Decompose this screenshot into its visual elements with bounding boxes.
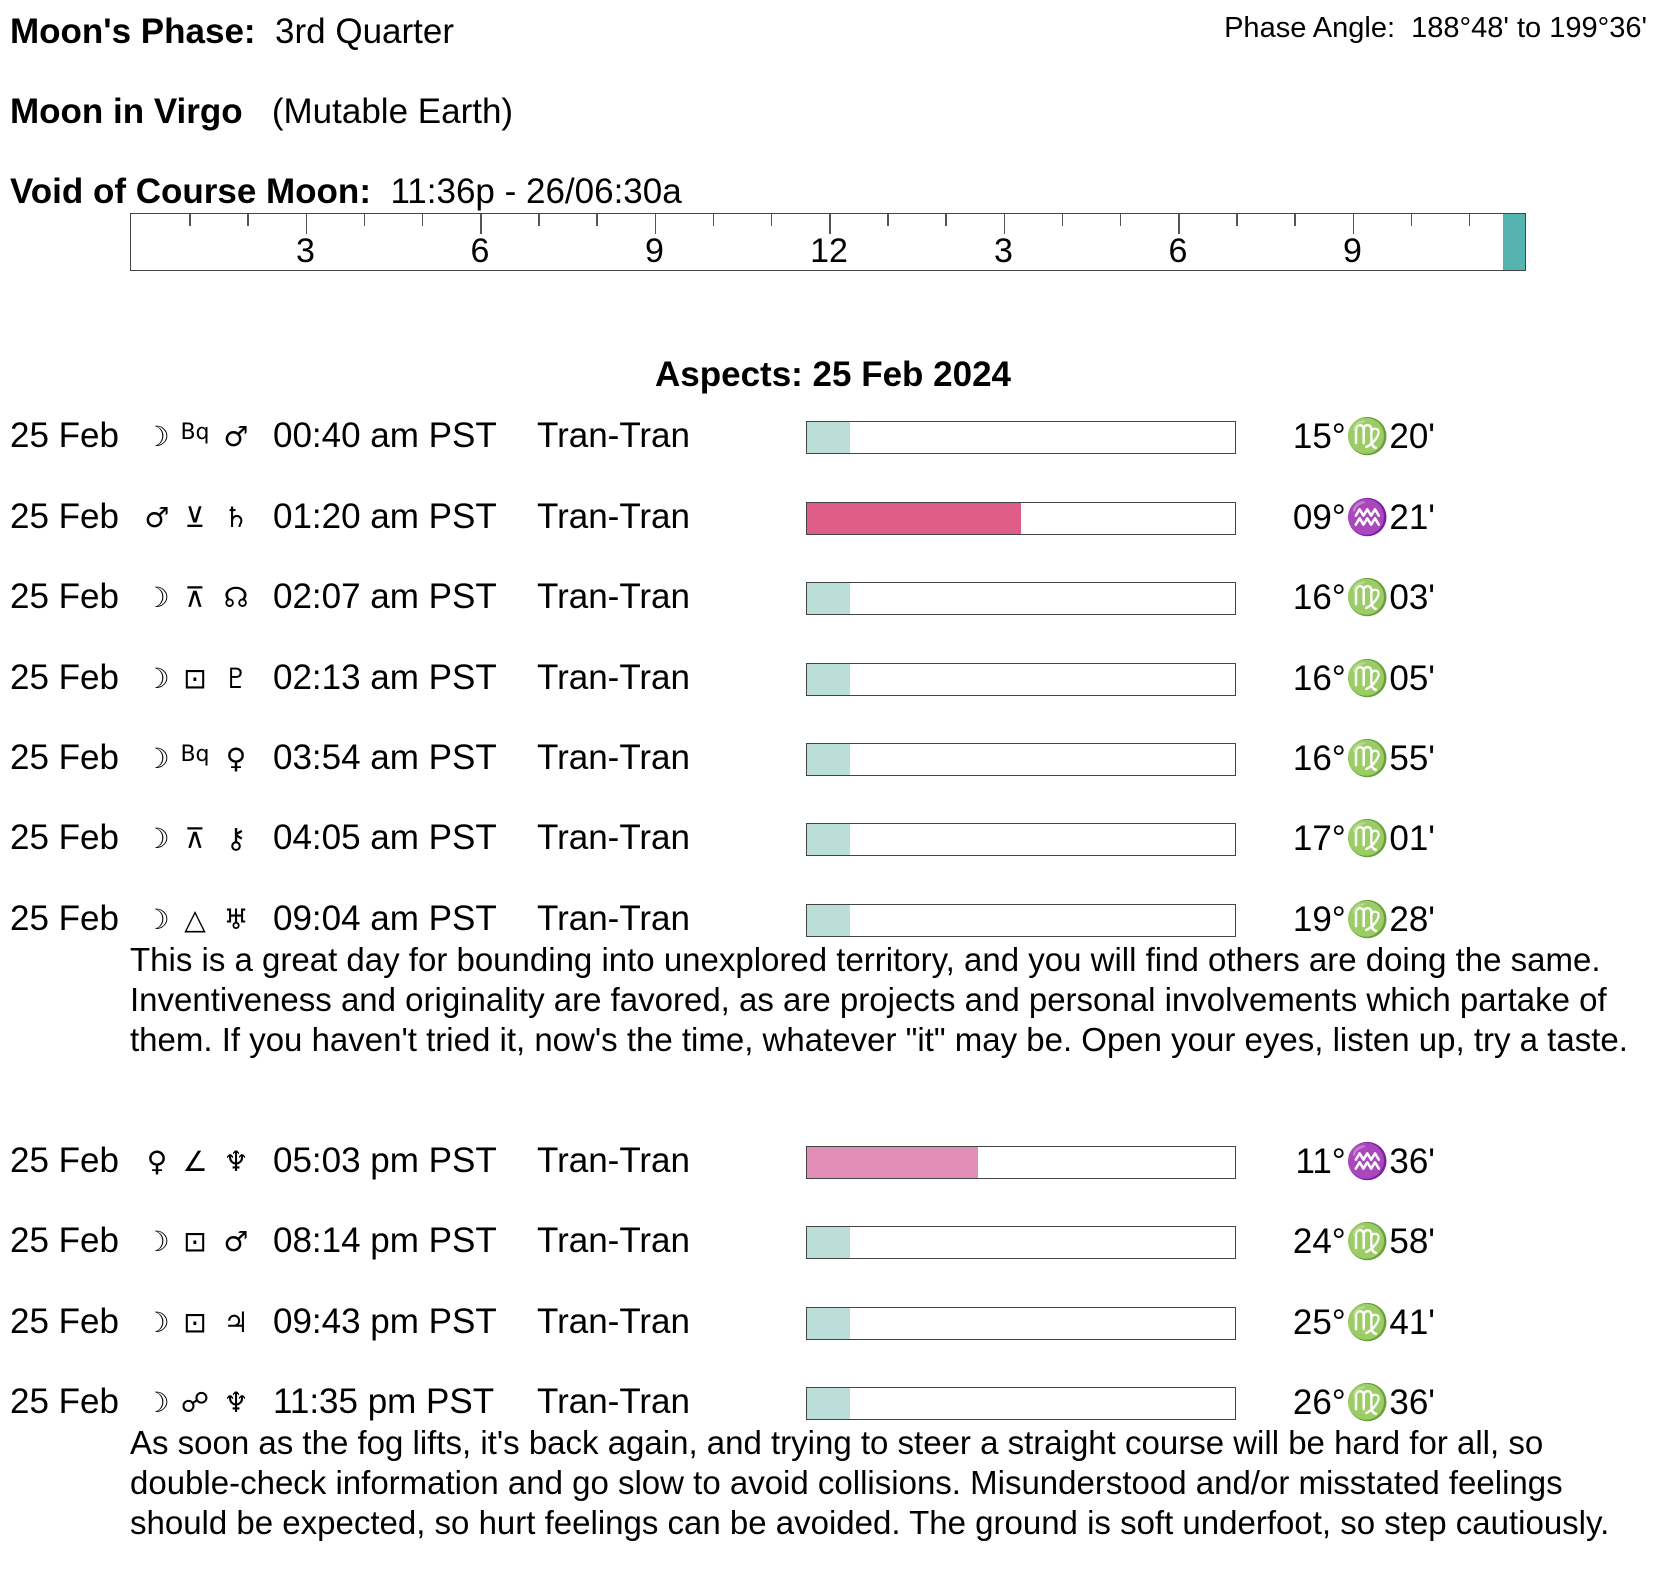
strength-bar-fill: [807, 1147, 978, 1178]
aspect-type: Tran-Tran: [537, 1141, 690, 1180]
planet1-icon: ☽: [144, 420, 170, 453]
planet1-icon: ☽: [144, 581, 170, 614]
strength-bar-fill: [807, 905, 850, 936]
strength-bar-fill: [807, 1308, 850, 1339]
timeline-hour-label: 3: [994, 232, 1013, 270]
aspect-date: 25 Feb: [10, 497, 119, 536]
aspect-date: 25 Feb: [10, 1382, 119, 1421]
aspect-interpretation: As soon as the fog lifts, it's back again, and trying to steer a straight course will be hard for all, so double-check information and go slow to avoid collisions. Misunderstood and/or misstated feelings should be expected, so hurt feelings can be avoided. The ground is soft underfoot, so step cautiously.: [130, 1424, 1610, 1541]
aspect-date: 25 Feb: [10, 577, 119, 616]
zodiac-position: 11°♒36': [1295, 1142, 1435, 1181]
strength-bar: [806, 502, 1236, 535]
voc-value: 11:36p - 26/06:30a: [390, 172, 682, 211]
moon-phase: [10, 12, 454, 52]
planet1-icon: ☽: [144, 1306, 170, 1339]
aspect-type: Tran-Tran: [537, 738, 690, 777]
moon-sign-label: Moon in Virgo: [10, 92, 243, 131]
planet1-icon: ☽: [144, 742, 170, 775]
aspect-date: 25 Feb: [10, 658, 119, 697]
moon-sign-value: (Mutable Earth): [271, 92, 514, 131]
aspect-time: 09:43 pm PST: [273, 1302, 497, 1341]
timeline-hour-label: 9: [1343, 232, 1362, 270]
aspect-icon: ⊼: [184, 822, 206, 855]
strength-bar: [806, 743, 1236, 776]
timeline-minor-tick: [771, 214, 773, 226]
strength-bar: [806, 663, 1236, 696]
zodiac-position: 17°♍01': [1292, 819, 1435, 858]
zodiac-position: 25°♍41': [1292, 1303, 1435, 1342]
moon-phase-value: 3rd Quarter: [275, 12, 455, 51]
timeline-major-tick: [480, 214, 482, 234]
zodiac-position: 16°♍55': [1292, 739, 1435, 778]
aspect-time: 00:40 am PST: [273, 416, 497, 455]
timeline-minor-tick: [1120, 214, 1122, 226]
aspect-date: 25 Feb: [10, 1141, 119, 1180]
planet2-icon: ♀: [225, 742, 247, 775]
timeline-minor-tick: [189, 214, 191, 226]
planet2-icon: ♆: [223, 1386, 249, 1419]
zodiac-position: 16°♍03': [1292, 578, 1435, 617]
voc-timeline: [130, 213, 1526, 271]
void-of-course: [10, 172, 682, 212]
moon-sign: [10, 92, 513, 132]
timeline-major-tick: [1178, 214, 1180, 234]
strength-bar-fill: [807, 1227, 850, 1258]
aspect-row: [0, 1302, 1662, 1342]
voc-timeline-fill: [1503, 214, 1525, 270]
planet1-icon: ☽: [144, 1225, 170, 1258]
strength-bar-fill: [807, 1388, 850, 1419]
aspect-interpretation: This is a great day for bounding into unexplored territory, and you will find others are doing the same. Inventiveness and originality are favored, as are projects and personal involvements which partake of them. If you haven't tried it, now's the time, whatever "it" may be. Open your eyes, listen up, try a taste.: [130, 941, 1628, 1058]
aspect-time: 03:54 am PST: [273, 738, 497, 777]
strength-bar: [806, 1307, 1236, 1340]
aspect-date: 25 Feb: [10, 738, 119, 777]
strength-bar: [806, 1387, 1236, 1420]
planet2-icon: ⚷: [225, 822, 247, 855]
timeline-minor-tick: [364, 214, 366, 226]
phase-angle-label: Phase Angle:: [1224, 12, 1396, 44]
aspect-type: Tran-Tran: [537, 1382, 690, 1421]
strength-bar: [806, 823, 1236, 856]
aspect-icon: Bq: [180, 742, 210, 767]
strength-bar: [806, 1226, 1236, 1259]
timeline-minor-tick: [422, 214, 424, 226]
strength-bar-fill: [807, 744, 850, 775]
aspect-row: [0, 577, 1662, 617]
aspect-row: [0, 497, 1662, 537]
timeline-major-tick: [1004, 214, 1006, 234]
planet1-icon: ☽: [144, 1386, 170, 1419]
timeline-hour-label: 6: [470, 232, 490, 270]
moon-phase-label: Moon's Phase:: [10, 12, 256, 51]
timeline-minor-tick: [1062, 214, 1064, 226]
planet2-icon: ♇: [223, 662, 249, 695]
strength-bar: [806, 421, 1236, 454]
zodiac-position: 15°♍20': [1292, 417, 1435, 456]
aspect-date: 25 Feb: [10, 899, 119, 938]
strength-bar-fill: [807, 583, 850, 614]
timeline-minor-tick: [538, 214, 540, 226]
aspects-title: Aspects: 25 Feb 2024: [654, 355, 1011, 394]
planet2-icon: ♂: [223, 1225, 249, 1258]
aspect-time: 01:20 am PST: [273, 497, 497, 536]
zodiac-position: 26°♍36': [1292, 1383, 1435, 1422]
strength-bar-fill: [807, 664, 850, 695]
planet1-icon: ☽: [144, 822, 170, 855]
zodiac-position: 09°♒21': [1292, 498, 1435, 537]
aspect-date: 25 Feb: [10, 1221, 119, 1260]
aspect-icon: △: [184, 903, 206, 936]
aspect-row: [0, 416, 1662, 456]
aspect-icon: ∠: [182, 1145, 208, 1178]
strength-bar: [806, 1146, 1236, 1179]
timeline-minor-tick: [247, 214, 249, 226]
aspect-date: 25 Feb: [10, 818, 119, 857]
aspect-time: 05:03 pm PST: [273, 1141, 497, 1180]
phase-angle: [1224, 12, 1647, 45]
timeline-major-tick: [829, 214, 831, 234]
planet2-icon: ♂: [223, 420, 249, 453]
phase-angle-value: 188°48' to 199°36': [1411, 12, 1647, 44]
aspect-icon: ⊻: [184, 501, 206, 534]
aspect-type: Tran-Tran: [537, 497, 690, 536]
timeline-major-tick: [655, 214, 657, 234]
strength-bar-fill: [807, 422, 850, 453]
aspect-type: Tran-Tran: [537, 416, 690, 455]
planet2-icon: ♄: [223, 501, 249, 534]
aspect-time: 08:14 pm PST: [273, 1221, 497, 1260]
planet2-icon: ♆: [223, 1145, 249, 1178]
aspect-row: [0, 1382, 1662, 1422]
timeline-minor-tick: [1411, 214, 1413, 226]
aspect-type: Tran-Tran: [537, 899, 690, 938]
timeline-minor-tick: [596, 214, 598, 226]
aspect-type: Tran-Tran: [537, 658, 690, 697]
strength-bar-fill: [807, 503, 1021, 534]
aspect-icon: ⊡: [183, 1306, 207, 1339]
timeline-minor-tick: [1294, 214, 1296, 226]
strength-bar: [806, 904, 1236, 937]
strength-bar: [806, 582, 1236, 615]
timeline-hour-label: 3: [296, 232, 315, 270]
aspect-type: Tran-Tran: [537, 818, 690, 857]
aspect-time: 09:04 am PST: [273, 899, 497, 938]
aspect-time: 04:05 am PST: [273, 818, 497, 857]
aspect-type: Tran-Tran: [537, 577, 690, 616]
timeline-hour-label: 6: [1168, 232, 1188, 270]
planet1-icon: ♀: [146, 1145, 168, 1178]
timeline-minor-tick: [887, 214, 889, 226]
aspect-row: [0, 1221, 1662, 1261]
strength-bar-fill: [807, 824, 850, 855]
aspect-icon: ☍: [180, 1386, 210, 1419]
zodiac-position: 19°♍28': [1292, 900, 1435, 939]
aspect-icon: ⊡: [183, 662, 207, 695]
aspect-time: 02:13 am PST: [273, 658, 497, 697]
zodiac-position: 24°♍58': [1292, 1222, 1435, 1261]
aspect-icon: ⊼: [184, 581, 206, 614]
timeline-minor-tick: [1469, 214, 1471, 226]
planet1-icon: ☽: [144, 662, 170, 695]
aspect-row: [0, 818, 1662, 858]
aspect-time: 02:07 am PST: [273, 577, 497, 616]
timeline-major-tick: [1353, 214, 1355, 234]
aspect-icon: Bq: [180, 420, 210, 445]
planet1-icon: ☽: [144, 903, 170, 936]
timeline-minor-tick: [945, 214, 947, 226]
aspect-type: Tran-Tran: [537, 1302, 690, 1341]
aspect-row: [0, 1141, 1662, 1181]
planet2-icon: ♅: [223, 903, 249, 936]
planet2-icon: ♃: [223, 1306, 249, 1339]
aspect-row: [0, 658, 1662, 698]
timeline-minor-tick: [1236, 214, 1238, 226]
aspect-row: [0, 738, 1662, 778]
timeline-minor-tick: [713, 214, 715, 226]
aspect-type: Tran-Tran: [537, 1221, 690, 1260]
aspect-date: 25 Feb: [10, 416, 119, 455]
timeline-major-tick: [306, 214, 308, 234]
aspect-icon: ⊡: [183, 1225, 207, 1258]
aspect-date: 25 Feb: [10, 1302, 119, 1341]
voc-label: Void of Course Moon:: [10, 172, 371, 211]
planet1-icon: ♂: [144, 501, 170, 534]
planet2-icon: ☊: [223, 581, 249, 614]
aspect-row: [0, 899, 1662, 939]
zodiac-position: 16°♍05': [1292, 659, 1435, 698]
timeline-hour-label: 12: [810, 232, 848, 270]
aspect-time: 11:35 pm PST: [273, 1382, 495, 1421]
timeline-hour-label: 9: [645, 232, 664, 270]
